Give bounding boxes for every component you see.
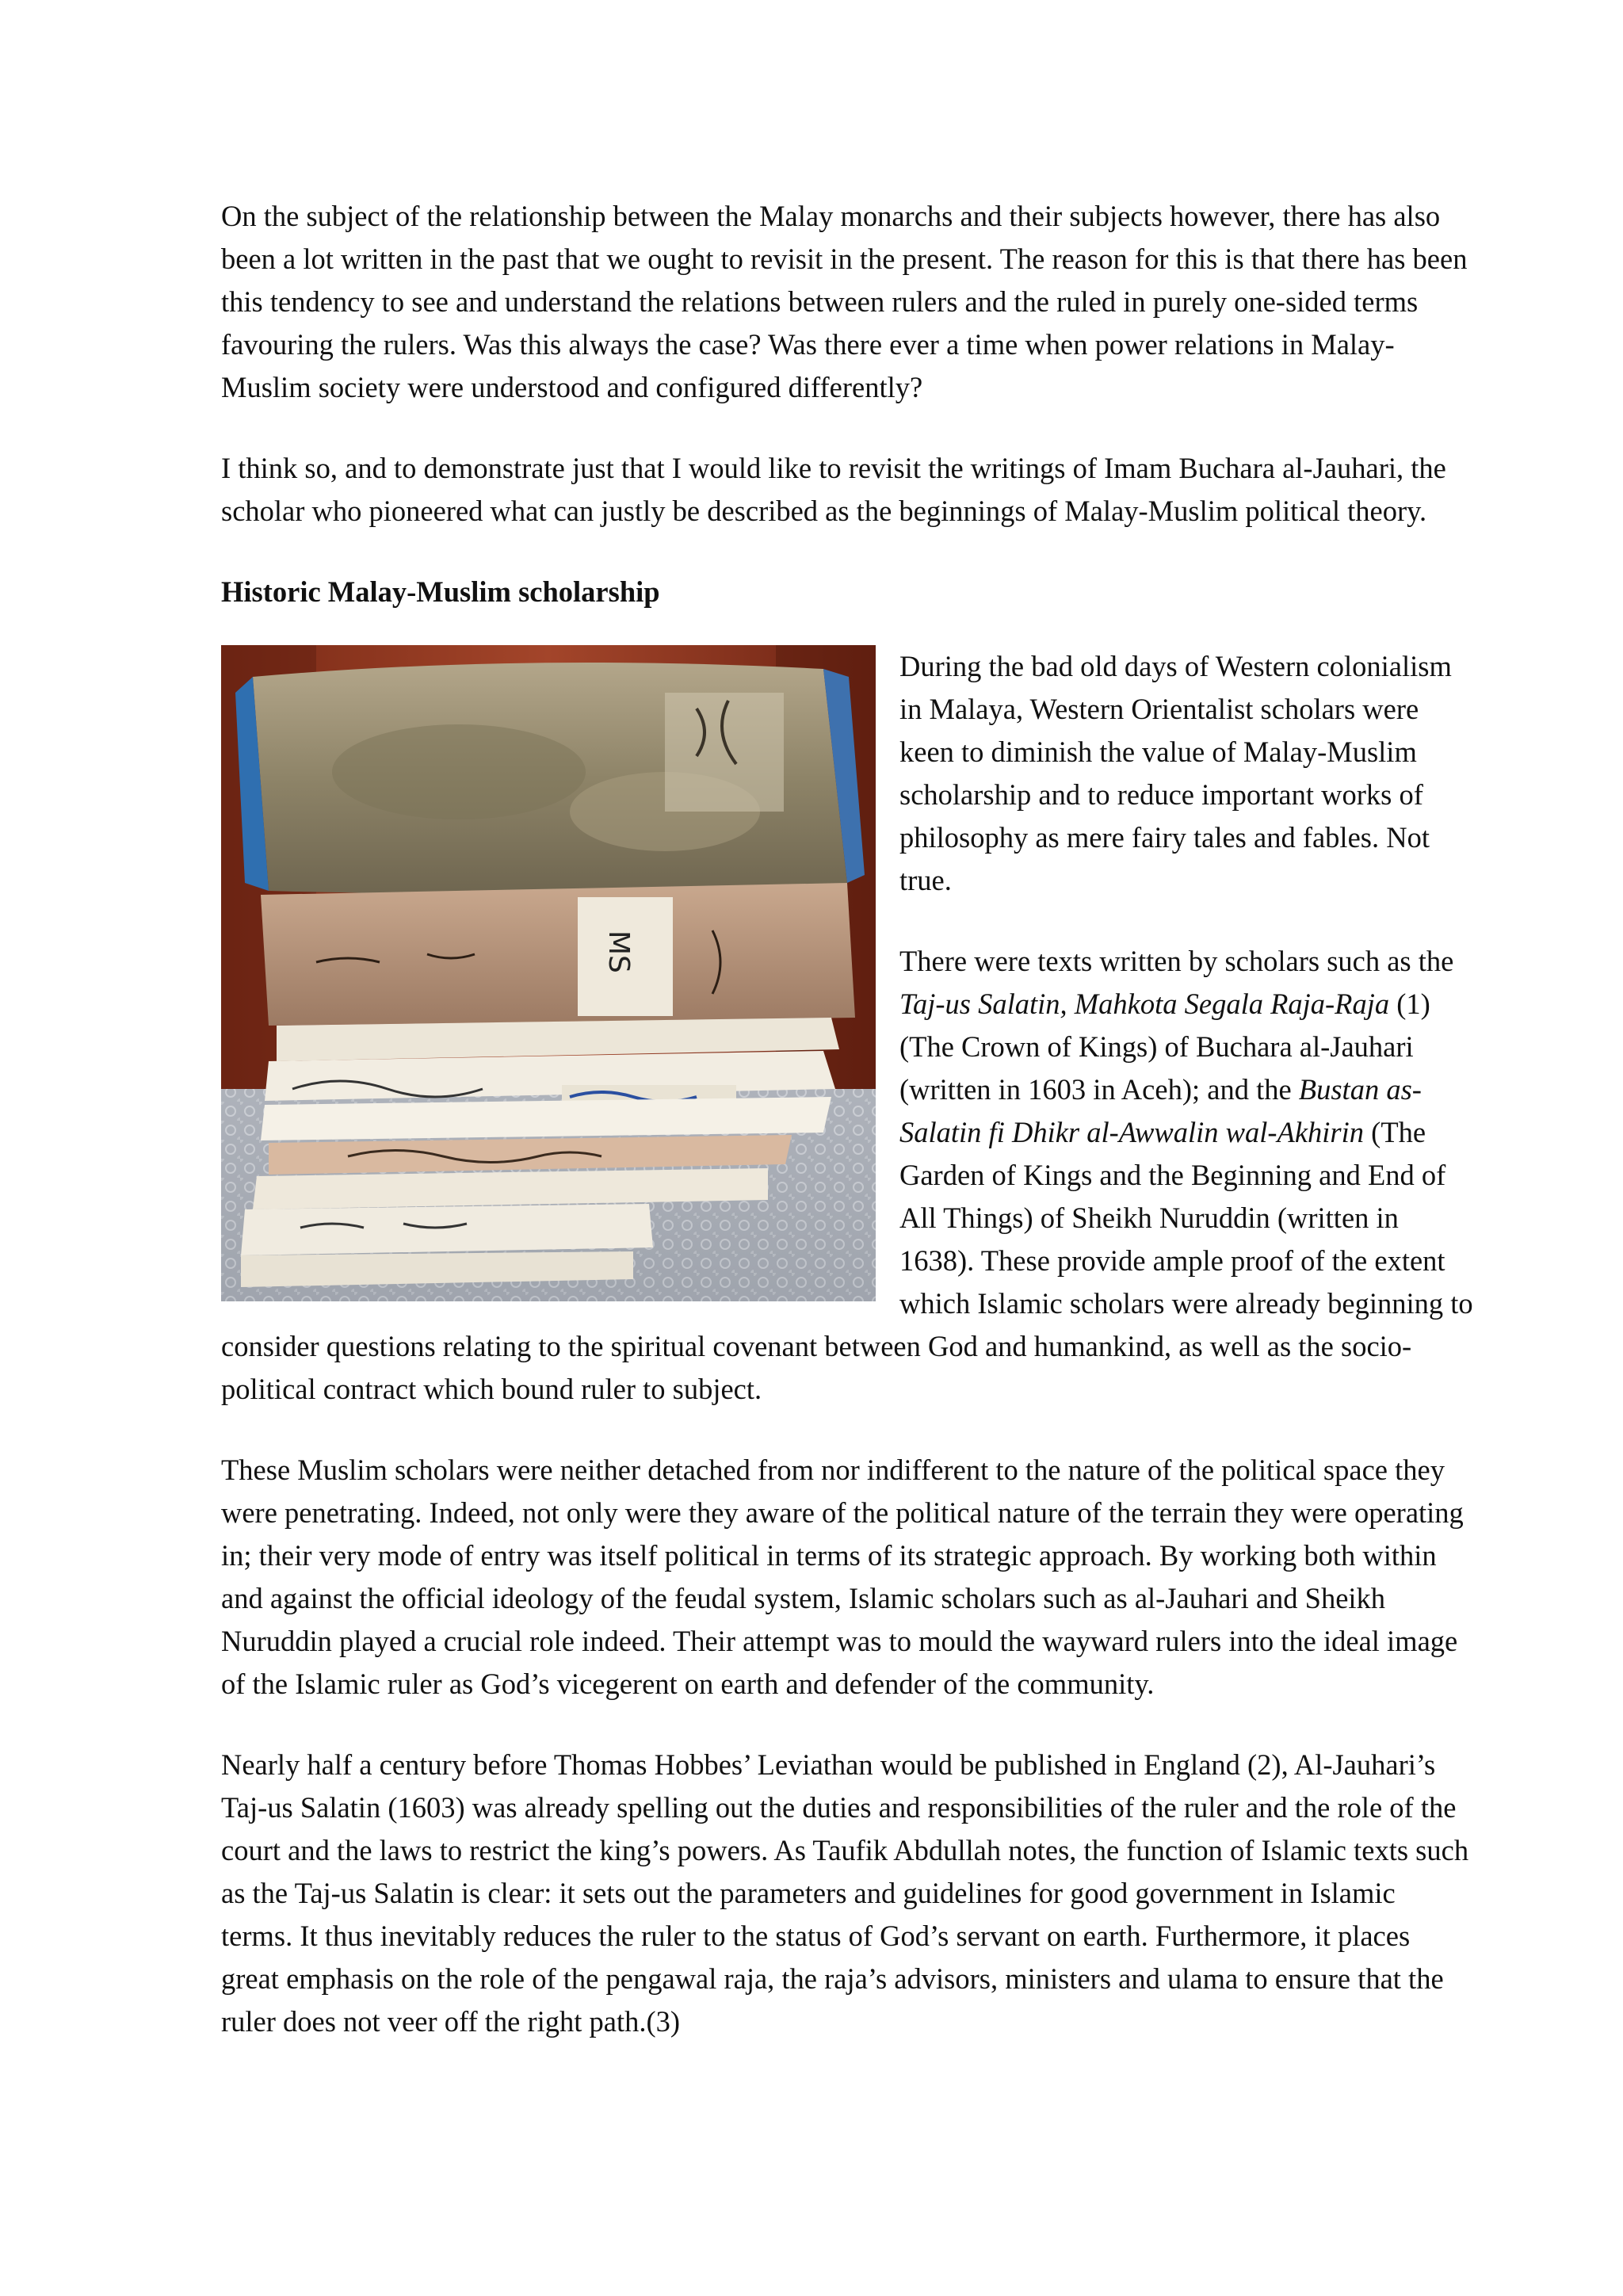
stacked-manuscripts-photo	[221, 645, 876, 1301]
title-taj-us-salatin: Taj-us Salatin, Mahkota Segala Raja-Raja	[899, 988, 1390, 1020]
svg-text:MS: MS	[602, 930, 635, 973]
paragraph-colonialism: During the bad old days of Western colonialism in Malaya, Western Orientalist scholars were keen to diminish the value of Malay-Muslim scholarship and to reduce important works of philosophy as mere fairy tales and fables. Not true.	[899, 650, 1452, 896]
title-bustan-as-salatin: Bustan as-Salatin fi Dhikr al-Awwalin wal-Akhirin	[899, 1073, 1422, 1148]
paragraph-muslim-scholars: These Muslim scholars were neither detached from nor indifferent to the nature of the political space they were penetrating. Indeed, not only were they aware of the political nature of the terrain they were operating in; their very mode of entry was itself political in terms of its strategic approach. By working both within and against the official ideology of the feudal system, Islamic scholars such as al-Jauhari and Sheikh Nuruddin played a crucial role indeed. Their attempt was to mould the wayward rulers into the ideal image of the Islamic ruler as God’s vicegerent on earth and defender of the community.	[221, 1454, 1464, 1700]
paragraph-texts-part-b: (1) (The Crown of Kings) of Buchara al-Jauhari (written in 1603 in Aceh); and the	[899, 988, 1430, 1106]
paragraph-texts-part-c: (The Garden of Kings and the Beginning and End of All Things) of Sheikh Nuruddin (written in 1638). These provide ample proof of the extent which Islamic scholars were already beginning to consider questions relating to the spiritual covenant between God and humankind, as well as the socio-political contract which bound ruler to subject.	[221, 1116, 1473, 1405]
section-heading: Historic Malay-Muslim scholarship	[221, 575, 660, 608]
paragraph-intro-1: On the subject of the relationship between the Malay monarchs and their subjects however, there has also been a lot written in the past that we ought to revisit in the present. The reason for this is that there has been this tendency to see and understand the relations between rulers and the ruled in purely one-sided terms favouring the rulers. Was this always the case? Was there ever a time when power relations in Malay-Muslim society were understood and configured differently?	[221, 200, 1468, 403]
paragraph-intro-2: I think so, and to demonstrate just that I would like to revisit the writings of Imam Buchara al-Jauhari, the scholar who pioneered what can justly be described as the beginnings of Malay-Muslim political theory.	[221, 452, 1446, 527]
paragraph-hobbes: Nearly half a century before Thomas Hobbes’ Leviathan would be published in England (2), Al-Jauhari’s Taj-us Salatin (1603) was already spelling out the duties and responsibilities of the ruler and the role of the court and the laws to restrict the king’s powers. As Taufik Abdullah notes, the function of Islamic texts such as the Taj-us Salatin is clear: it sets out the parameters and guidelines for good government in Islamic terms. It thus inevitably reduces the ruler to the status of God’s servant on earth. Furthermore, it places great emphasis on the role of the pengawal raja, the raja’s advisors, ministers and ulama to ensure that the ruler does not veer off the right path.(3)	[221, 1748, 1469, 2038]
document-page	[221, 195, 1473, 2081]
paragraph-texts-part-a: There were texts written by scholars such as the	[899, 945, 1454, 977]
